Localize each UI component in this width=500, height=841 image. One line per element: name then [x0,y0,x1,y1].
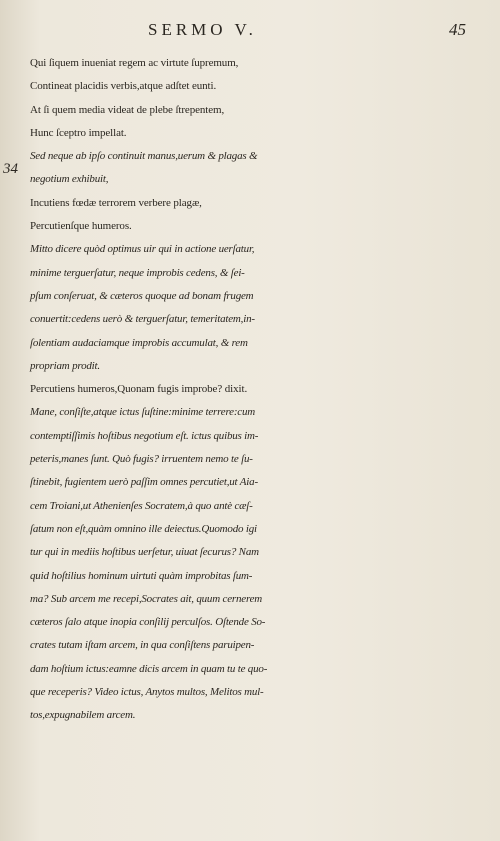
text-line: cæteros ſalo atque inopia conſilij perculſos. Oſtende So- [30,616,266,629]
text-line: ſtinebit, fugientem uerò paſſim omnes percutiet,ut Aia- [30,476,258,489]
text-line: que receperis? Video ictus, Anytos multos, Melitos mul- [30,686,264,699]
text-line: quid hoſtilius hominum uirtuti quàm improbitas ſum- [30,569,253,582]
text-line: propriam prodit. [30,359,100,372]
text-line: Incutiens fœdæ terrorem verbere plagæ, [30,196,202,209]
page-number: 45 [449,20,466,39]
text-line: ſolentiam audaciamque improbis accumulat, & rem [30,336,248,349]
text-line: ma? Sub arcem me recepi,Socrates ait, quum cernerem [30,592,263,605]
text-line: Percutienſque humeros. [30,220,132,233]
running-head: SERMO V. [148,20,257,39]
text-line: dam hoſtium ictus:eamne dicis arcem in quam tu te quo- [30,662,268,675]
text-line: Percutiens humeros,Quonam fugis improbe? dixit. [30,383,248,396]
text-line: Mitto dicere quòd optimus uir qui in actione uerſatur, [30,243,255,256]
text-line: pſum conſeruat, & cæteros quoque ad bonam frugem [30,289,254,302]
text-line: negotium exhibuit, [30,173,109,186]
text-line: minime terguerſatur, neque improbis cedens, & ſei- [30,266,245,279]
text-line: tos,expugnabilem arcem. [30,709,136,722]
text-line: contemptiſſimis hoſtibus negotium eſt. ictus quibus im- [30,429,259,442]
text-line: Sed neque ab ipſo continuit manus,uerum & plagas & [30,150,258,163]
text-line: cem Troiani,ut Athenienſes Socratem,à quo antè cæſ- [30,499,253,512]
text-block [30,52,480,728]
text-line: Mane, conſiſte,atque ictus ſuſtine:minime terrere:cum [30,406,256,419]
text-line: crates tutam iſtam arcem, in qua conſiſtens paruipen- [30,639,255,652]
text-line: ſatum non eſt,quàm omnino ille deiectus.Quomodo igi [30,522,257,535]
text-line: At ſi quem media videat de plebe ſtrepentem, [30,103,225,116]
text-line: tur qui in mediis hoſtibus uerſetur, uiuat ſecurus? Nam [30,546,259,559]
margin-number: 34 [3,161,18,177]
text-line: Hunc ſceptro impellat. [30,126,127,139]
page-header [0,20,500,44]
text-line: peteris,manes ſunt. Quò fugis? irruentem nemo te ſu- [30,453,253,466]
text-line: Qui ſiquem inueniat regem ac virtute ſupremum, [30,57,239,69]
text-line: conuertit:cedens uerò & terguerſatur, temeritatem,in- [30,313,255,326]
text-line: Contineat placidis verbis,atque adſtet eunti. [30,80,217,93]
